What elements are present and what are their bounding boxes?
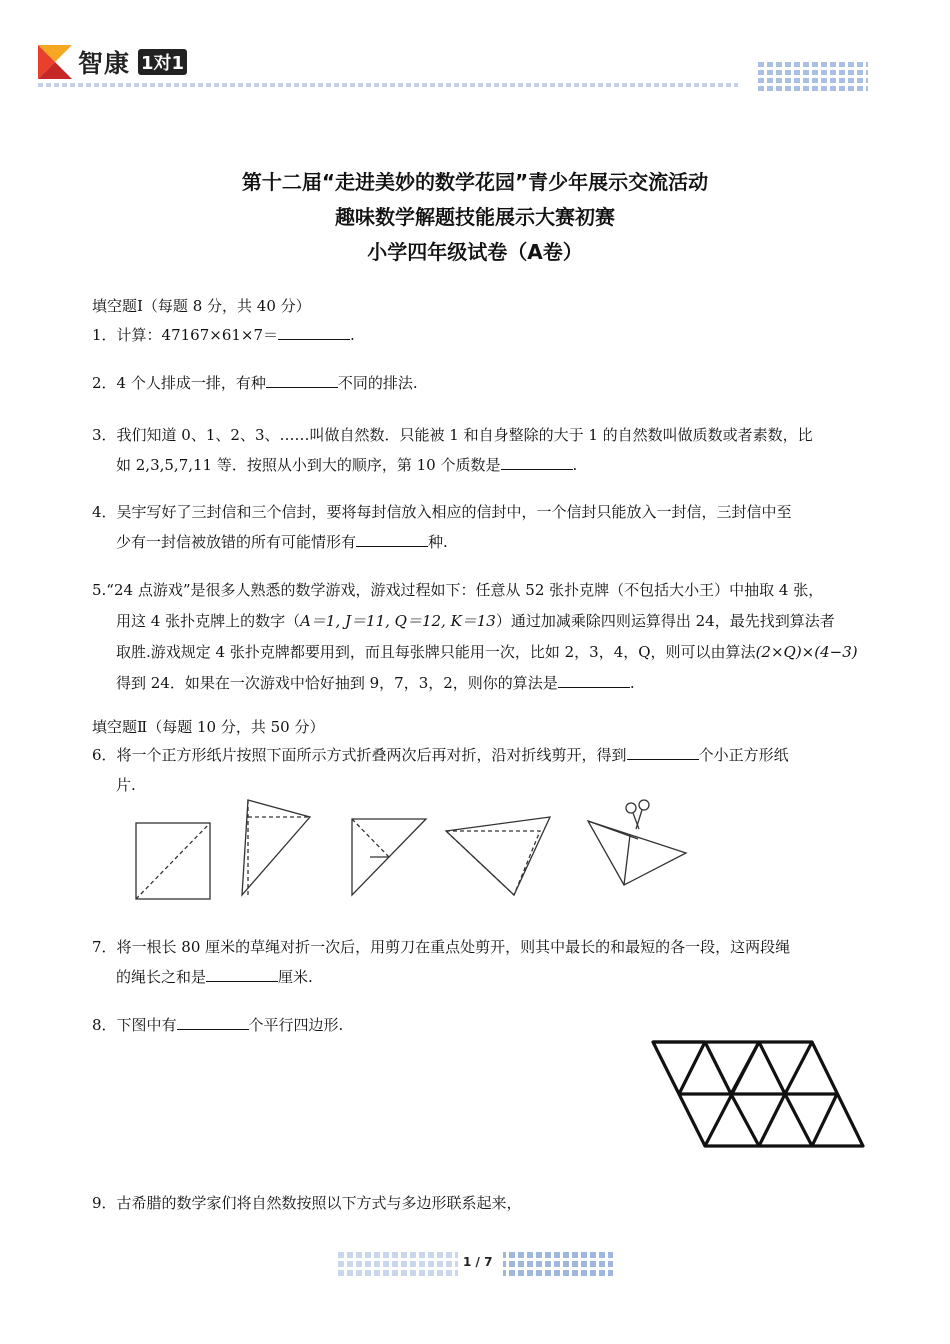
brand-logo-icon [38, 45, 72, 79]
question-2: 2．4 个人排成一排，有种 不同的排法. [92, 368, 872, 398]
section-heading-1: 填空题Ⅰ（每题 8 分，共 40 分） [92, 297, 311, 315]
answer-blank[interactable] [177, 1013, 249, 1030]
page-title-line2: 趣味数学解题技能展示大赛初赛 [335, 205, 615, 229]
answer-blank[interactable] [627, 743, 699, 760]
answer-blank[interactable] [206, 965, 278, 982]
page-title-line3: 小学四年级试卷（A卷） [367, 240, 583, 264]
page-number: 1 / 7 [463, 1255, 493, 1269]
logo [38, 44, 187, 80]
page-title-line1: 第十二届“走进美妙的数学花园”青少年展示交流活动 [241, 170, 709, 194]
question-9: 9．古希腊的数学家们将自然数按照以下方式与多边形联系起来， [92, 1194, 522, 1212]
question-1: 1．计算：47167×61×7＝ . [92, 320, 872, 350]
question-6: 6．将一个正方形纸片按照下面所示方式折叠两次后再对折，沿对折线剪开，得到 个小正方形纸 片. [92, 740, 872, 800]
answer-blank[interactable] [356, 530, 428, 547]
answer-blank[interactable] [501, 453, 573, 470]
question-7: 7．将一根长 80 厘米的草绳对折一次后，用剪刀在重点处剪开，则其中最长的和最短的各一段，这两段绳 的绳长之和是 厘米. [92, 938, 791, 986]
question-5: 5.“24 点游戏”是很多人熟悉的数学游戏，游戏过程如下：任意从 52 张扑克牌（不包括大小王）中抽取 4 张， 用这 4 张扑克牌上的数字（A＝1, J＝11, Q＝12, K＝13）通过加减乘除四则运算得出 24，最先找到算法者 取胜.游戏规定 4 张扑克牌都要用到，而且每张牌只能用一次，比如 2，3，4，Q，则可以由算法(2×Q)×(4−3) 得到 24．如果在一次游戏中恰好抽到 9，7，3，2，则你的算法是 . [92, 581, 858, 692]
folding-diagram [130, 795, 700, 907]
section-heading-2: 填空题Ⅱ（每题 10 分，共 50 分） [92, 718, 325, 736]
question-4: 4．吴宇写好了三封信和三个信封，要将每封信放入相应的信封中，一个信封只能放入一封信，三封信中至 少有一封信被放错的所有可能情形有 种. [92, 503, 792, 551]
parallelogram-diagram [650, 1038, 866, 1150]
question-3: 3．我们知道 0、1、2、3、……叫做自然数．只能被 1 和自身整除的大于 1 的自然数叫做质数或者素数，比 如 2,3,5,7,11 等．按照从小到大的顺序，第 10 个质数是 . [92, 426, 813, 474]
header-divider [38, 80, 758, 90]
brand-badge: 1对1 [138, 49, 187, 75]
answer-blank[interactable] [266, 371, 338, 388]
answer-blank[interactable] [558, 671, 630, 688]
header-decoration [758, 62, 868, 92]
brand-name: 智康 [78, 49, 131, 78]
question-8: 8．下图中有 个平行四边形. [92, 1010, 872, 1040]
answer-blank[interactable] [278, 323, 350, 340]
